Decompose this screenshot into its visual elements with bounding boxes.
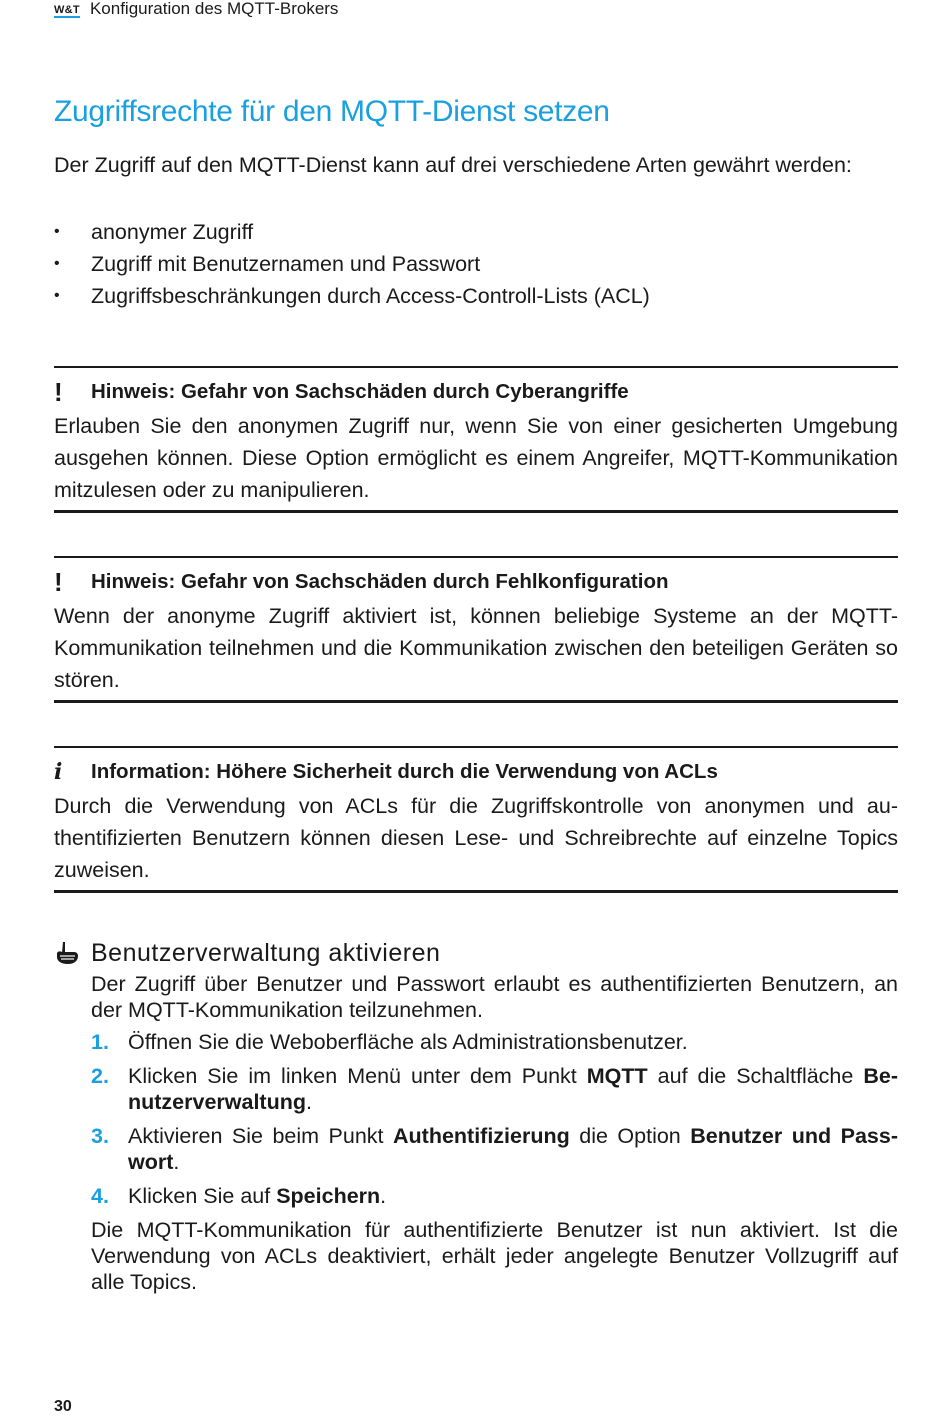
ui-term: Authentifizierung <box>393 1124 570 1148</box>
exclamation-icon: ! <box>54 567 63 597</box>
list-item: • anonymer Zugriff <box>54 216 650 248</box>
section-outro: Die MQTT-Kommunikation für authentifizierte Benutzer ist nun aktiviert. Ist die Verwendung von ACLs deaktiviert, erhält jeder angelegte Benutzer Vollzugriff auf alle Topics. <box>91 1218 898 1294</box>
info-title: Information: Höhere Sicherheit durch die Verwendung von ACLs <box>91 760 718 783</box>
step-number: 2. <box>91 1064 109 1088</box>
pointing-hand-icon <box>54 938 91 968</box>
brand-logo: W&T <box>54 0 80 18</box>
steps-list <box>91 1029 898 1209</box>
section-intro: Der Zugriff über Benutzer und Passwort erlaubt es authentifizierten Benutzern, an der MQTT-Kommunikation teilzunehmen. <box>91 972 898 1022</box>
info-text: Durch die Verwendung von ACLs für die Zugriffskontrolle von anonymen und authentifizierten Benutzern können diesen Lese- und Schreibrechte auf einzelne Topics zuweisen. <box>54 794 898 882</box>
bullet-icon: • <box>54 255 60 272</box>
warning-text: Erlauben Sie den anonymen Zugriff nur, wenn Sie von einer gesicherten Umgebung ausgehen können. Diese Option ermöglicht es einem Angreifer, MQTT-Kommunikation mitzulesen oder zu manipulieren. <box>54 414 898 502</box>
user-management-section <box>54 935 898 1295</box>
running-header-title: Konfiguration des MQTT-Brokers <box>89 0 339 18</box>
ui-term: Speichern <box>276 1184 381 1208</box>
bullet-icon: • <box>54 287 60 304</box>
warning-title: Hinweis: Gefahr von Sachschäden durch Cyberangriffe <box>91 380 629 403</box>
ui-term: MQTT <box>586 1064 648 1088</box>
exclamation-icon: ! <box>54 377 63 407</box>
bullet-icon: • <box>54 223 60 240</box>
warning-text: Wenn der anonyme Zugriff aktiviert ist, können beliebige Systeme an der MQTT-Kommunikation teilnehmen und die Kommunikation zwischen den beteiligen Geräten so stören. <box>54 604 898 692</box>
list-item: • Zugriff mit Benutzernamen und Passwort <box>54 248 650 280</box>
warning-box-cyberattack <box>54 366 898 513</box>
warning-box-misconfiguration <box>54 556 898 703</box>
intro-paragraph: Der Zugriff auf den MQTT-Dienst kann auf drei verschiedene Arten gewährt werden: <box>54 153 852 177</box>
page-title: Zugriffsrechte für den MQTT-Dienst setzen <box>54 95 610 128</box>
info-box-acl <box>54 746 898 893</box>
page-header <box>54 0 338 22</box>
step-item: 2. Klicken Sie im linken Menü unter dem Punkt MQTT auf die Schaltfläche Benutzerverwaltung. <box>91 1064 898 1114</box>
ui-term: Benutzer und Passwort <box>128 1124 899 1174</box>
step-item: 1. Öffnen Sie die Weboberfläche als Administrationsbenutzer. <box>91 1030 688 1054</box>
step-number: 4. <box>91 1184 109 1208</box>
info-icon: i <box>54 759 63 785</box>
access-methods-list <box>54 216 650 312</box>
section-title: Benutzerverwaltung aktivieren <box>91 938 441 967</box>
step-item: 4. Klicken Sie auf Speichern. <box>91 1184 387 1208</box>
step-number: 1. <box>91 1030 109 1054</box>
warning-title: Hinweis: Gefahr von Sachschäden durch Fehlkonfiguration <box>91 570 669 593</box>
step-item: 3. Aktivieren Sie beim Punkt Authentifizierung die Option Benutzer und Passwort. <box>91 1124 899 1174</box>
ui-term: Benutzerverwaltung <box>128 1064 898 1114</box>
page-number: 30 <box>54 1398 72 1415</box>
step-number: 3. <box>91 1124 109 1148</box>
list-item: • Zugriffsbeschränkungen durch Access-Controll-Lists (ACL) <box>54 280 650 312</box>
